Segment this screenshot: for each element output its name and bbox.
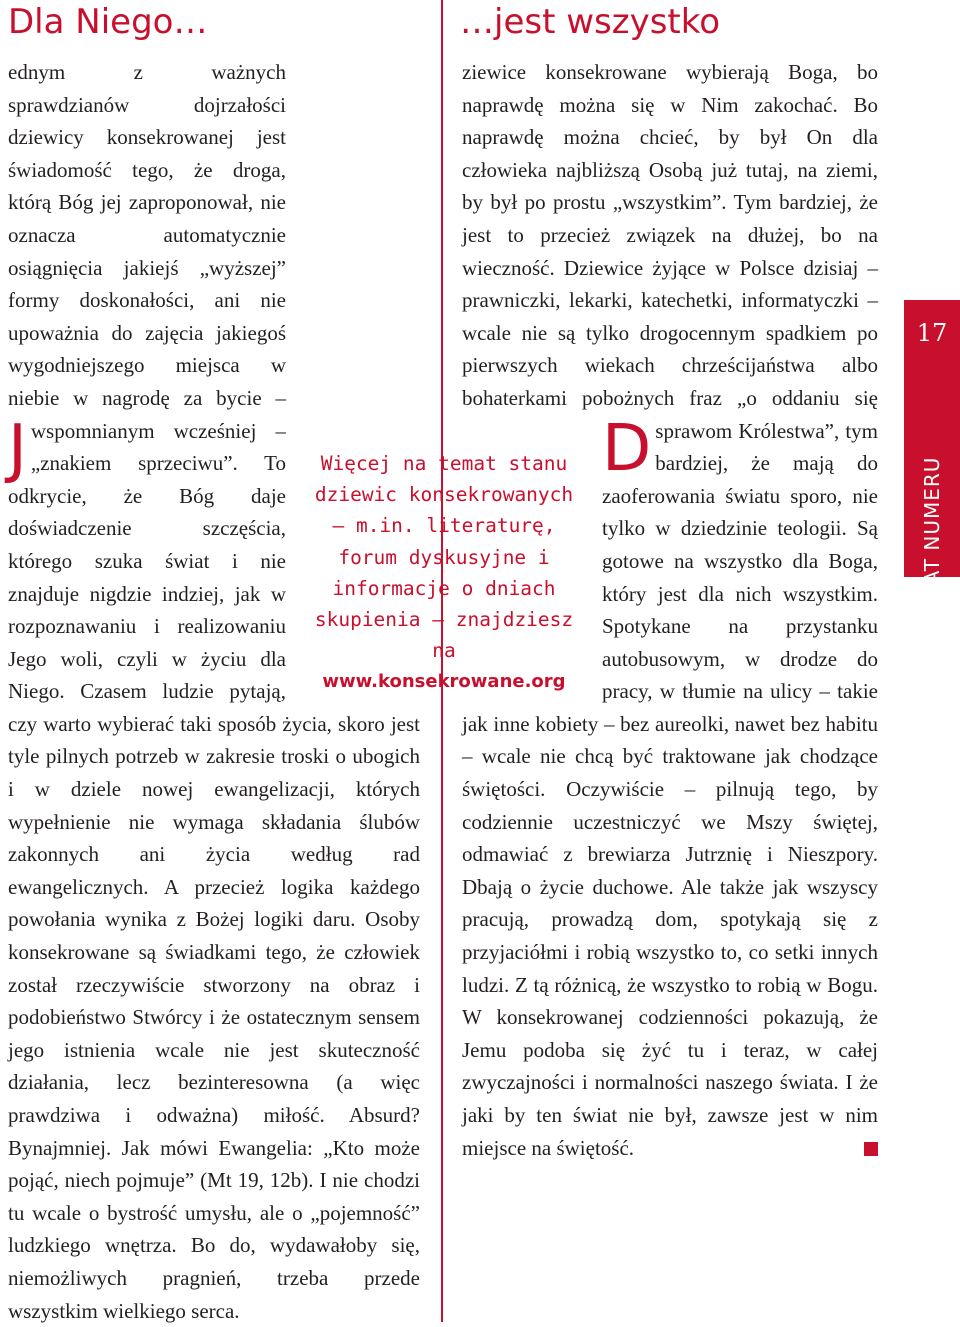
right-body-text: ziewice konsekrowane wybierają Boga, bo naprawdę można się w Nim zakochać. Bo naprawdę można chcieć, by był On dla człowieka najbliższą Osobą już tutaj, na ziemi, by był po prostu „wszystkim”. Tym bardziej, że jest to przecież związek na dłużej, bo na wieczność. Dziewice żyjące w Polsce dzisiaj – prawniczki, lekarki, katechetki, informatyczki – wcale nie są tylko drogocennym spadkiem po pierwszych wiekach chrześcijaństwa albo bohaterkami pobożnych fraz „o oddaniu się sprawom Królestwa”, tym bardziej, że mają do zaoferowania światu sporo, nie tylko w dziedzinie teologii. Są gotowe na wszystko dla Boga, który jest dla nich wszystkim. Spotykane na przystanku autobusowym, w drodze do pracy, w tłumie na ulicy – takie jak inne kobiety – bez aureolki, nawet bez habitu – wcale nie chcą być traktowane jak chodzące świętości. Oczywiście – pilnują tego, by codziennie uczestniczyć we Mszy świętej, odmawiać z brewiarza Jutrznię i Nieszpory. Dbają o życie duchowe. Ale także jak wszyscy pracują, prowadzą dom, spotykają się z przyjaciółmi i robią wszystko to, co setki innych ludzi. Z tą różnicą, że wszystko to robią w Bogu. W konsekrowanej codzienności pokazują, że Jemu podoba się żyć tu i teraz, w całej zwyczajności i normalności naszego świata. I że jaki by ten świat nie był, zawsze jest w nim miejsce na świętość. (462, 60, 878, 1160)
section-label: TEMAT NUMERU (920, 456, 944, 630)
right-dropcap: D (602, 412, 652, 486)
left-dropcap: J (8, 412, 27, 486)
left-heading: Dla Niego… (8, 2, 208, 42)
sidebar-callout (310, 448, 578, 698)
left-body-text: ednym z ważnych sprawdzianów dojrzałości dziewicy konsekrowanej jest świadomość tego, że droga, którą Bóg jej zaproponował, nie oznacza automatycznie osiągnięcia jakiejś „wyższej” formy doskonałości, ani nie upoważnia do zajęcia jakiegoś wygodniejszego miejsca w niebie w nagrodę za bycie – wspomnianym wcześniej – „znakiem sprzeciwu”. To odkrycie, że Bóg daje doświadczenie szczęścia, którego szuka świat i nie znajduje nigdzie indziej, jak w rozpoznawaniu i realizowaniu Jego woli, czyli w życiu dla Niego. Czasem ludzie pytają, czy warto wybierać taki sposób życia, skoro jest tyle pilnych potrzeb w zakresie troski o ubogich i w dziele nowej ewangelizacji, których wypełnienie nie wymaga składania ślubów zakonnych ani życia według rad ewangelicznych. A przecież logika każdego powołania wynika z Bożej logiki daru. Osoby konsekrowane są świadkami tego, że człowiek został rzeczywiście stworzony na obraz i podobieństwo Stwórcy i że ostatecznym sensem jego istnienia wcale nie jest skuteczność działania, lecz bezinteresowna (a więc prawdziwa i odważna) miłość. Absurd? Bynajmniej. Jak mówi Ewangelia: „Kto może pojąć, niech pojmuje” (Mt 19, 12b). I nie chodzi tu wcale o bystrość umysłu, ale o „pojemność” ludzkiego wnętrza. Bo do, wydawałoby się, niemożliwych pragnień, trzeba przede wszystkim wielkiego serca. (8, 60, 420, 1323)
section-tab (904, 300, 960, 630)
sidebar-url-link[interactable]: www.konsekrowane.org (322, 671, 566, 693)
left-spacer-top (286, 56, 420, 416)
page-number: 17 (916, 319, 948, 347)
right-heading: …jest wszystko (460, 2, 721, 42)
sidebar-text: Więcej na temat stanu dziewic konsekrowanych – m.in. literaturę, forum dyskusyjne i informacje o dniach skupienia – znajdziesz na (314, 452, 574, 663)
end-mark-icon (864, 1142, 878, 1156)
